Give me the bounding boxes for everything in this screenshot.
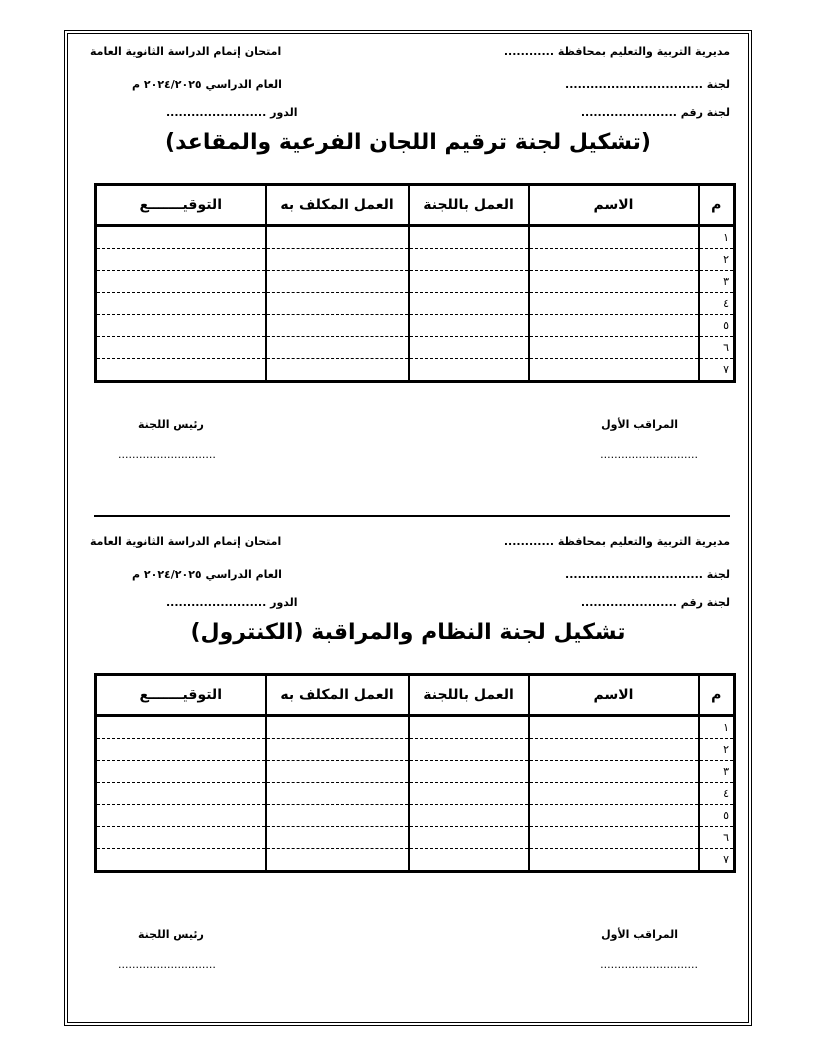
committee-head-label: رئيس اللجنة [138,418,204,431]
committee-number-field: لجنة رقم ....................... [580,596,730,609]
form-title: (تشكيل لجنة ترقيم اللجان الفرعية والمقاعد) [165,130,651,155]
col-role-header: العمل باللجنة [409,185,529,226]
col-number-header: م [699,675,735,716]
committee-table [94,673,736,873]
form-1 [64,40,752,530]
academic-year: العام الدراسي ٢٠٢٤/٢٠٢٥ م [132,78,282,91]
committee-field: لجنة ................................. [565,78,730,91]
table-row: ٤ [96,293,735,315]
first-observer-signature-line: ............................ [600,448,698,461]
col-name-header: الاسم [529,675,699,716]
exam-name: امتحان إتمام الدراسة الثانوية العامة [90,45,282,58]
col-role-header: العمل باللجنة [409,675,529,716]
academic-year: العام الدراسي ٢٠٢٤/٢٠٢٥ م [132,568,282,581]
table-row: ٣ [96,761,735,783]
committee-table [94,183,736,383]
table-row: ٣ [96,271,735,293]
committee-number-field: لجنة رقم ....................... [580,106,730,119]
table-row: ١ [96,716,735,739]
col-signature-header: التوقيـــــــع [96,675,266,716]
committee-head-label: رئيس اللجنة [138,928,204,941]
committee-field: لجنة ................................. [565,568,730,581]
table-row: ٤ [96,783,735,805]
directorate-field: مديرية التربية والتعليم بمحافظة ............ [503,45,730,58]
col-signature-header: التوقيـــــــع [96,185,266,226]
table-header-row [96,675,735,716]
col-number-header: م [699,185,735,226]
section-divider [94,515,730,517]
exam-name: امتحان إتمام الدراسة الثانوية العامة [90,535,282,548]
table-header-row [96,185,735,226]
form-title: تشكيل لجنة النظام والمراقبة (الكنترول) [190,620,626,645]
session-field: الدور ........................ [166,596,298,609]
first-observer-signature-line: ............................ [600,958,698,971]
table-row: ٧ [96,849,735,872]
table-row: ٥ [96,805,735,827]
table-row: ٧ [96,359,735,382]
table-row: ٦ [96,827,735,849]
table-row: ١ [96,226,735,249]
col-assigned-task-header: العمل المكلف به [266,185,409,226]
first-observer-label: المراقب الأول [601,928,678,941]
first-observer-label: المراقب الأول [601,418,678,431]
table-row: ٦ [96,337,735,359]
session-field: الدور ........................ [166,106,298,119]
directorate-field: مديرية التربية والتعليم بمحافظة ............ [503,535,730,548]
committee-head-signature-line: ............................ [118,448,216,461]
table-row: ٥ [96,315,735,337]
table-row: ٢ [96,249,735,271]
col-name-header: الاسم [529,185,699,226]
form-2 [64,530,752,1020]
col-assigned-task-header: العمل المكلف به [266,675,409,716]
committee-head-signature-line: ............................ [118,958,216,971]
table-row: ٢ [96,739,735,761]
